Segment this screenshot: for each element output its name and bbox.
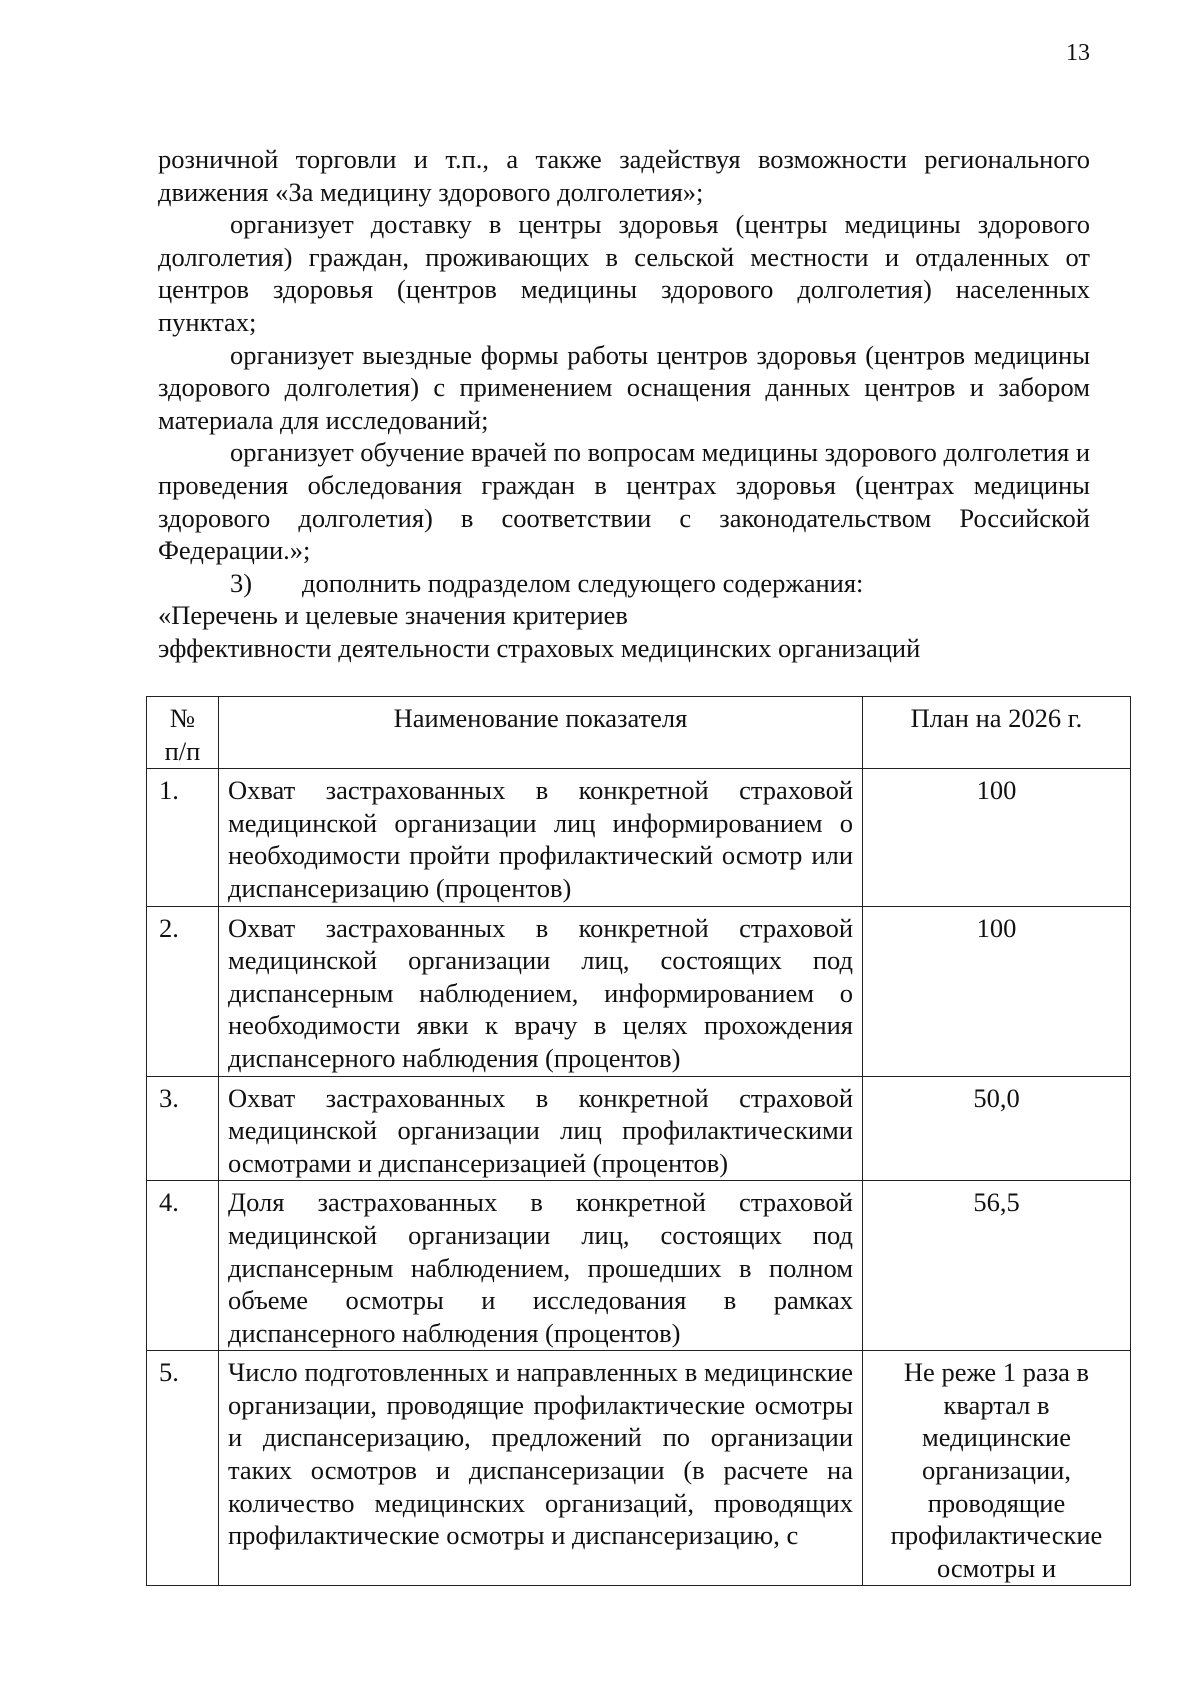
row-number: 4.: [147, 1181, 219, 1351]
row-plan-value: Не реже 1 раза в квартал в медицинские организации, проводящие профилактические осмотры и: [863, 1351, 1131, 1586]
row-number: 1.: [147, 769, 219, 906]
row-plan-value: 56,5: [863, 1181, 1131, 1351]
header-name: Наименование показателя: [219, 697, 863, 769]
paragraph-continuation: розничной торговли и т.п., а также задействуя возможности регионального движения «За медицину здорового долголетия»;: [158, 144, 1090, 207]
paragraph-mobile-forms: организует выездные формы работы центров здоровья (центров медицины здорового долголетия) с применением оснащения данных центров и забором материала для исследований;: [158, 339, 1090, 435]
header-num: № п/п: [147, 697, 219, 769]
table-row: [147, 1351, 1131, 1586]
row-indicator: Охват застрахованных в конкретной страховой медицинской организации лиц информированием о необходимости пройти профилактический осмотр или диспансеризацию (процентов): [219, 769, 863, 906]
row-number: 3.: [147, 1076, 219, 1181]
paragraph-delivery: организует доставку в центры здоровья (центры медицины здорового долголетия) граждан, проживающих в сельской местности и отдаленных от центров здоровья (центров медицины здорового долголетия) населенных пунктах;: [158, 209, 1090, 337]
body-text: [158, 143, 1090, 665]
list-item-3-text: дополнить подразделом следующего содержания:: [302, 567, 864, 598]
row-plan-value: 50,0: [863, 1076, 1131, 1181]
row-number: 5.: [147, 1351, 219, 1586]
subsection-title: [158, 599, 1090, 664]
row-number: 2.: [147, 906, 219, 1076]
table-row: [147, 1076, 1131, 1181]
page-number: 13: [1066, 40, 1090, 66]
paragraph-training: организует обучение врачей по вопросам медицины здорового долголетия и проведения обследования граждан в центрах здоровья (центрах медицины здорового долголетия) в соответствии с законодательством Российской Федерации.»;: [158, 437, 1090, 566]
list-item-3: [158, 567, 1090, 600]
table-row: [147, 1181, 1131, 1351]
table-row: [147, 906, 1131, 1076]
row-plan-value: 100: [863, 906, 1131, 1076]
subsection-title-line1: «Перечень и целевые значения критериев: [158, 600, 628, 631]
row-indicator: Доля застрахованных в конкретной страховой медицинской организации лиц, состоящих под диспансерным наблюдением, прошедших в полном объеме осмотры и исследования в рамках диспансерного наблюдения (процентов): [219, 1181, 863, 1351]
table-row: [147, 769, 1131, 906]
row-indicator: Число подготовленных и направленных в медицинские организации, проводящие профилактические осмотры и диспансеризацию, предложений по организации таких осмотров и диспансеризации (в расчете на количество медицинских организаций, проводящих профилактические осмотры и диспансеризацию, с: [219, 1351, 863, 1586]
row-indicator: Охват застрахованных в конкретной страховой медицинской организации лиц, состоящих под диспансерным наблюдением, информированием о необходимости явки к врачу в целях прохождения диспансерного наблюдения (процентов): [219, 906, 863, 1076]
header-plan: План на 2026 г.: [863, 697, 1131, 769]
row-indicator: Охват застрахованных в конкретной страховой медицинской организации лиц профилактическими осмотрами и диспансеризацией (процентов): [219, 1076, 863, 1181]
subsection-title-line2: эффективности деятельности страховых медицинских организаций: [158, 632, 921, 663]
list-item-3-number: 3): [230, 567, 253, 598]
table-header-row: [147, 697, 1131, 769]
criteria-table: [146, 696, 1131, 1586]
row-plan-value: 100: [863, 769, 1131, 906]
